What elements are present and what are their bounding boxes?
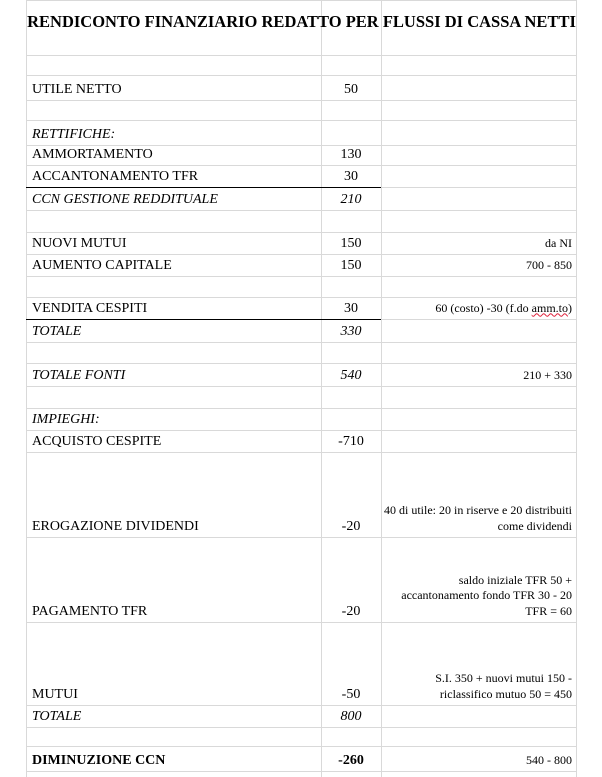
- row-note: [381, 76, 577, 100]
- table-row: [26, 120, 577, 145]
- row-label: CCN GESTIONE REDDITUALE: [32, 192, 218, 207]
- table-row: [26, 75, 577, 100]
- row-label: ACCANTONAMENTO TFR: [32, 169, 199, 184]
- row-value: [321, 728, 381, 746]
- row-value: -20: [341, 604, 361, 619]
- row-label: AUMENTO CAPITALE: [32, 258, 172, 273]
- table-row: [26, 55, 577, 75]
- row-label: MUTUI: [32, 687, 78, 702]
- table-row: [26, 145, 577, 165]
- row-value: [321, 343, 381, 363]
- row-note: [381, 387, 577, 408]
- row-label: [26, 277, 321, 297]
- row-label: [26, 387, 321, 408]
- row-label: EROGAZIONE DIVIDENDI: [32, 519, 199, 534]
- subtotal-underline: [26, 319, 381, 320]
- row-note: [381, 146, 577, 165]
- row-value: [321, 101, 381, 120]
- row-note-text: 60 (costo) -30 (f.do amm.to): [435, 300, 572, 315]
- report-title: RENDICONTO FINANZIARIO REDATTO PER FLUSSI DI CASSA NETTI: [27, 12, 576, 31]
- table-row: [26, 165, 577, 187]
- row-value: 540: [340, 368, 362, 383]
- row-value: 800: [340, 709, 362, 724]
- row-label: ACQUISTO CESPITE: [32, 434, 162, 449]
- table-row: [26, 210, 577, 232]
- table-row: [26, 746, 577, 772]
- row-note: [381, 343, 577, 363]
- table-row: [26, 342, 577, 363]
- table-row: [26, 232, 577, 254]
- row-note: [381, 706, 577, 727]
- row-label: RETTIFICHE:: [32, 127, 116, 142]
- row-note: 210 + 330: [523, 367, 572, 382]
- row-label: [26, 101, 321, 120]
- row-value: [321, 277, 381, 297]
- table-row: [26, 297, 577, 319]
- row-value: -260: [338, 753, 364, 768]
- row-value: 210: [340, 192, 362, 207]
- row-note: [381, 56, 577, 75]
- row-note: [381, 188, 577, 210]
- row-label: AMMORTAMENTO: [32, 147, 153, 162]
- table-row: [26, 430, 577, 452]
- row-value: [321, 409, 381, 430]
- row-value: -50: [341, 687, 361, 702]
- row-note: [381, 121, 577, 145]
- row-note: [381, 431, 577, 452]
- row-label: VENDITA CESPITI: [32, 301, 148, 316]
- row-value: [321, 387, 381, 408]
- table-row: [26, 727, 577, 746]
- row-note: S.I. 350 + nuovi mutui 150 - riclassifico mutuo 50 = 450: [435, 671, 572, 701]
- row-value: [321, 121, 381, 145]
- top-border: [26, 0, 577, 1]
- row-value: -710: [338, 434, 364, 449]
- table-row: [26, 363, 577, 386]
- table-row: [26, 622, 577, 705]
- row-note: [381, 101, 577, 120]
- table-row: [26, 705, 577, 727]
- row-label: DIMINUZIONE CCN: [32, 753, 166, 768]
- row-label: TOTALE: [32, 709, 82, 724]
- row-note: [381, 298, 577, 319]
- row-note: da NI: [545, 235, 572, 250]
- row-label: [26, 728, 321, 746]
- row-value: 330: [340, 324, 362, 339]
- row-value: 130: [340, 147, 362, 162]
- row-note: [381, 277, 577, 297]
- row-label: TOTALE FONTI: [32, 368, 126, 383]
- row-note: [381, 211, 577, 232]
- row-label: [26, 211, 321, 232]
- row-label: PAGAMENTO TFR: [32, 604, 148, 619]
- row-label: UTILE NETTO: [32, 82, 122, 97]
- spreadsheet: [26, 0, 577, 777]
- row-note: [381, 166, 577, 187]
- table-row: [26, 452, 577, 537]
- table-row: [26, 386, 577, 408]
- table-row: [26, 276, 577, 297]
- row-note: 40 di utile: 20 in riserve e 20 distribuiti come dividendi: [384, 503, 572, 533]
- row-value: 150: [340, 258, 362, 273]
- row-note: [381, 320, 577, 342]
- row-note: 700 - 850: [526, 257, 572, 272]
- table-row: [26, 537, 577, 622]
- row-value: 150: [340, 236, 362, 251]
- row-note: 540 - 800: [526, 752, 572, 767]
- spellcheck-underline: amm.to: [531, 300, 568, 315]
- row-label: IMPIEGHI:: [32, 412, 100, 427]
- row-note: saldo iniziale TFR 50 + accantonamento fondo TFR 30 - 20 TFR = 60: [401, 572, 572, 618]
- row-value: -20: [341, 519, 361, 534]
- row-value: [321, 56, 381, 75]
- row-value: [321, 211, 381, 232]
- table-row: [26, 100, 577, 120]
- row-value: 50: [344, 82, 358, 97]
- table-row: [26, 319, 577, 342]
- row-note: [381, 728, 577, 746]
- row-value: 30: [344, 301, 358, 316]
- table-row: [26, 254, 577, 276]
- row-label: [26, 343, 321, 363]
- row-label: TOTALE: [32, 324, 82, 339]
- table-row: [26, 408, 577, 430]
- row-label: NUOVI MUTUI: [32, 236, 127, 251]
- table-row: [26, 187, 577, 210]
- subtotal-underline: [26, 187, 381, 188]
- row-label: [26, 56, 321, 75]
- row-value: 30: [344, 169, 358, 184]
- row-note: [381, 409, 577, 430]
